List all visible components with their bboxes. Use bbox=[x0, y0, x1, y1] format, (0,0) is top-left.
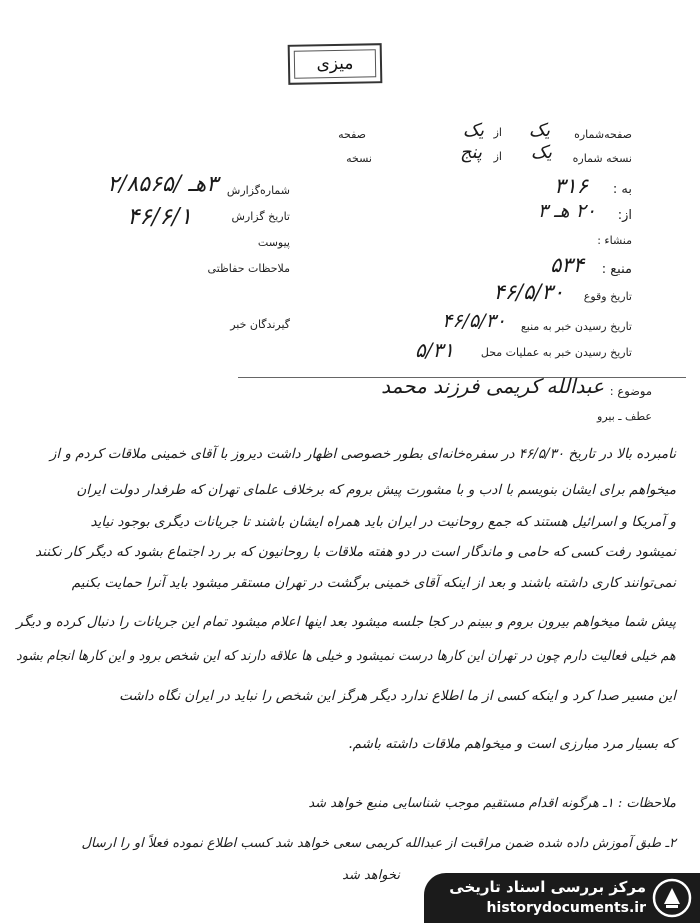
copy-number-label: نسخه شماره bbox=[572, 152, 632, 165]
body-line-9: که بسیار مرد مبارزی است و میخواهم ملاقات داشته باشم. bbox=[348, 736, 676, 752]
archive-name-fa: مرکز بررسی اسناد تاریخی bbox=[449, 878, 646, 896]
page-of-label: از bbox=[493, 126, 502, 139]
report-number-value: ۳هـ /۲/۸۵۶۵ bbox=[107, 172, 218, 197]
report-date-label: تاریخ گزارش bbox=[231, 210, 290, 223]
archive-logo-icon bbox=[652, 878, 692, 918]
from-label: از: bbox=[617, 208, 632, 223]
copy-number-value: یک bbox=[530, 142, 552, 163]
event-date-value: ۴۶/۵/۳۰ bbox=[493, 280, 564, 304]
report-date-value: ۴۶/۶/۱ bbox=[127, 204, 192, 230]
page-of-value: یک bbox=[462, 120, 484, 141]
body-line-8: این مسیر صدا کرد و اینکه کسی از ما اطلاع ندارد دیگر هرگز این شخص را نباید در ایران نگاه داشت bbox=[119, 688, 676, 704]
attachment-label: پیوست bbox=[257, 236, 290, 249]
classification-stamp bbox=[288, 43, 383, 85]
body-line-2: میخواهم برای ایشان بنویسم با ادب و با مشورت پیش بروم که برخلاف علمای تهران که طرفدار دولت ایران bbox=[76, 482, 676, 498]
notes-line-2: ۲ـ طبق آموزش داده شده ضمن مراقبت از عبدالله کریمی سعی خواهد شد کسب اطلاع نموده فعلاً او را ارسال bbox=[81, 836, 676, 851]
archive-url: historydocuments.ir bbox=[486, 900, 646, 916]
body-line-3: و آمریکا و اسرائیل هستند که جمع روحانیت در ایران باید همراه ایشان باشند تا جریانات دیگری بوجود نیاید bbox=[90, 514, 676, 530]
received-by-ops-label: تاریخ رسیدن خبر به عملیات محل bbox=[480, 346, 632, 359]
origin-label: منشاء : bbox=[597, 234, 632, 247]
body-line-4: نمیشود رفت کسی که حامی و ماندگار است در دو هفته ملاقات با روحانیون که بر رد اجتماع بشود که دیگر کار نکنند bbox=[35, 544, 676, 560]
copy-of-label: از bbox=[493, 150, 502, 163]
to-label: به : bbox=[612, 182, 632, 197]
subject-label: موضوع : bbox=[609, 384, 652, 398]
reference-label: عطف ـ بیرو bbox=[597, 410, 652, 423]
received-by-source-value: ۴۶/۵/۳۰ bbox=[442, 310, 506, 332]
received-by-source-label: تاریخ رسیدن خبر به منبع bbox=[520, 320, 632, 333]
recipients-label: گیرندگان خبر bbox=[230, 318, 290, 331]
notes-line-3: نخواهد شد bbox=[342, 868, 400, 883]
protection-notes-label: ملاحظات حفاظتی bbox=[207, 262, 290, 275]
body-line-6: پیش شما میخواهم بیرون بروم و ببینم در کجا جلسه میشود بعد اینها اعلام میشود تمام این جریانات را دنبال کرده و دیگر bbox=[16, 614, 676, 630]
archive-watermark bbox=[424, 873, 700, 923]
body-line-7: هم خیلی فعالیت دارم چون در تهران این کارها درست نمیشود و خیلی ها علاقه دارند که این شخص برود و این کارها انجام بشود bbox=[16, 648, 676, 664]
notes-line-1: ملاحظات : ۱ـ هرگونه اقدام مستقیم موجب شناسایی منبع خواهد شد bbox=[308, 796, 676, 811]
source-label: منبع : bbox=[601, 262, 632, 277]
page-number-value: یک bbox=[528, 120, 550, 141]
copy-of-value: پنج bbox=[459, 142, 482, 163]
subject-value: عبدالله کریمی فرزند محمد bbox=[381, 374, 604, 398]
stamp-text: میزی bbox=[316, 53, 354, 75]
report-number-label: شماره‌گزارش bbox=[226, 184, 290, 197]
from-value: ۲۰ هـ ۳ bbox=[537, 200, 596, 222]
page-suffix: صفحه bbox=[338, 128, 366, 141]
received-by-ops-value: ۵/۳۱ bbox=[415, 338, 454, 362]
to-value: ۳۱۶ bbox=[554, 174, 588, 198]
body-line-1: نامبرده بالا در تاریخ ۴۶/۵/۳۰ در سفره‌خانه‌ای بطور خصوصی اظهار داشت دیروز با آقای خمینی ملاقات کردم و از bbox=[49, 446, 676, 462]
copy-suffix: نسخه bbox=[346, 152, 372, 165]
event-date-label: تاریخ وقوع bbox=[583, 290, 632, 303]
page-number-label: صفحه‌شماره bbox=[574, 128, 632, 141]
source-value: ۵۳۴ bbox=[550, 253, 584, 277]
stamp-inner-border bbox=[294, 49, 376, 78]
body-line-5: نمی‌توانند کاری داشته باشند و بعد از اینکه آقای خمینی برگشت در تهران مستقر میشود باید آنرا حمایت بکنیم bbox=[71, 575, 676, 591]
